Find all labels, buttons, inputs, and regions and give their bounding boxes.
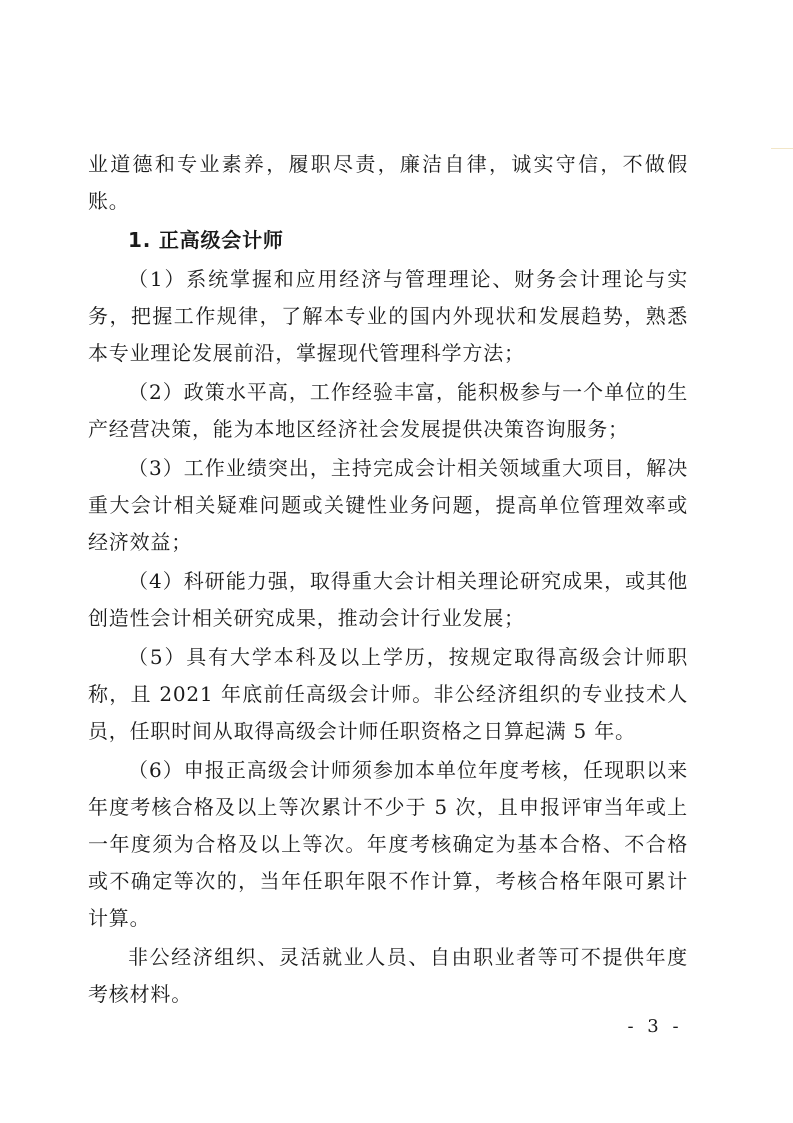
scan-edge-mark (771, 148, 793, 149)
requirement-paragraph-4: （4）科研能力强，取得重大会计相关理论研究成果，或其他创造性会计相关研究成果，推动会计行业发展； (88, 569, 688, 630)
page-number: - 3 - (627, 1016, 683, 1037)
requirement-paragraph-3: （3）工作业绩突出，主持完成会计相关领域重大项目，解决重大会计相关疑难问题或关键性业务问题，提高单位管理效率或经济效益； (88, 456, 688, 554)
requirement-paragraph-5: （5）具有大学本科及以上学历，按规定取得高级会计师职称，且 2021 年底前任高级会计师。非公经济组织的专业技术人员，任职时间从取得高级会计师任职资格之日算起满 5 年。 (88, 645, 688, 743)
requirement-paragraph-1: （1）系统掌握和应用经济与管理理论、财务会计理论与实务，把握工作规律，了解本专业的国内外现状和发展趋势，熟悉本专业理论发展前沿，掌握现代管理科学方法； (88, 267, 688, 365)
note-paragraph: 非公经济组织、灵活就业人员、自由职业者等可不提供年度考核材料。 (88, 945, 688, 1006)
continuation-paragraph: 业道德和专业素养，履职尽责，廉洁自律，诚实守信，不做假账。 (88, 152, 688, 213)
document-body (88, 146, 688, 1015)
requirement-paragraph-6: （6）申报正高级会计师须参加本单位年度考核，任现职以来年度考核合格及以上等次累计不少于 5 次，且申报评审当年或上一年度须为合格及以上等次。年度考核确定为基本合格、不合格或不确定等次的，当年任职年限不作计算，考核合格年限可累计计算。 (88, 758, 688, 930)
requirement-paragraph-2: （2）政策水平高，工作经验丰富，能积极参与一个单位的生产经营决策，能为本地区经济社会发展提供决策咨询服务； (88, 380, 688, 441)
section-heading: 1. 正高级会计师 (128, 228, 284, 252)
